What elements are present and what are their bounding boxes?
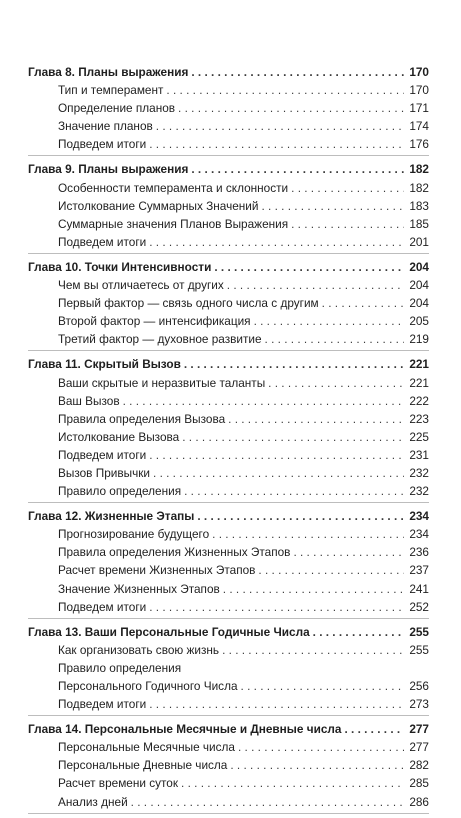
chapter-title: Глава 12. Жизненные Этапы [28, 509, 195, 524]
toc-entry[interactable] [28, 215, 429, 233]
entry-page-number: 171 [409, 101, 429, 116]
leader-dots [178, 99, 404, 117]
entry-title: Правила определения Вызова [58, 411, 226, 426]
leader-dots [241, 677, 404, 695]
toc-entry[interactable] [28, 312, 429, 330]
leader-dots [268, 374, 404, 392]
chapter-heading[interactable] [28, 63, 429, 81]
entry-title: Первый фактор — связь одного числа с другим [58, 296, 319, 311]
toc-entry[interactable] [28, 446, 429, 464]
chapter-block [28, 63, 429, 156]
leader-dots [344, 720, 404, 738]
toc-entry[interactable] [28, 482, 429, 500]
entry-title: Особенности темперамента и склонности [58, 180, 289, 195]
leader-dots [254, 312, 404, 330]
leader-dots [291, 215, 404, 233]
entry-title: Как организовать свою жизнь [58, 642, 220, 657]
entry-page-number: 204 [409, 296, 429, 311]
leader-dots [228, 410, 404, 428]
chapter-block [28, 258, 429, 351]
chapter-block [28, 355, 429, 503]
toc-entry[interactable] [28, 117, 429, 135]
toc-entry[interactable] [28, 135, 429, 153]
chapter-separator [28, 618, 429, 619]
entry-page-number: 286 [409, 794, 429, 809]
toc-entry[interactable] [28, 598, 429, 616]
chapter-heading[interactable] [28, 160, 429, 178]
entry-title: Третий фактор — духовное развитие [58, 332, 262, 347]
entry-page-number: 234 [409, 527, 429, 542]
toc-entry[interactable] [28, 233, 429, 251]
chapter-block [28, 623, 429, 716]
leader-dots [293, 543, 404, 561]
leader-dots [156, 117, 404, 135]
entry-title: Подведем итоги [58, 447, 147, 462]
entry-page-number: 204 [409, 278, 429, 293]
leader-dots [230, 756, 404, 774]
entry-page-number: 182 [409, 180, 429, 195]
toc-entry[interactable] [28, 774, 429, 792]
entry-title: Ваш Вызов [58, 393, 120, 408]
entry-title: Подведем итоги [58, 234, 147, 249]
entry-title: Персональные Дневные числа [58, 758, 228, 773]
chapter-block [28, 507, 429, 619]
chapter-heading[interactable] [28, 258, 429, 276]
toc-entry[interactable] [28, 793, 429, 811]
leader-dots [265, 330, 404, 348]
chapter-title: Глава 13. Ваши Персональные Годичные Числа [28, 624, 310, 639]
chapter-title: Глава 14. Персональные Месячные и Дневные числа [28, 722, 342, 737]
chapter-heading[interactable] [28, 507, 429, 525]
chapter-page-number: 182 [409, 162, 429, 177]
entry-page-number: 231 [409, 447, 429, 462]
entry-page-number: 221 [409, 375, 429, 390]
leader-dots [184, 355, 404, 373]
entry-title: Ваши скрытые и неразвитые таланты [58, 375, 266, 390]
leader-dots [149, 135, 404, 153]
entry-page-number: 176 [409, 137, 429, 152]
toc-entry[interactable] [28, 561, 429, 579]
entry-page-number: 170 [409, 83, 429, 98]
leader-dots [313, 623, 404, 641]
leader-dots [153, 464, 404, 482]
entry-title: Подведем итоги [58, 137, 147, 152]
entry-page-number: 225 [409, 429, 429, 444]
entry-page-number: 201 [409, 234, 429, 249]
entry-page-number: 205 [409, 314, 429, 329]
toc-entry[interactable] [28, 543, 429, 561]
entry-page-number: 222 [409, 393, 429, 408]
entry-title: Подведем итоги [58, 697, 147, 712]
chapter-page-number: 234 [409, 509, 429, 524]
entry-title: Прогнозирование будущего [58, 527, 210, 542]
entry-title: Персональные Месячные числа [58, 740, 235, 755]
leader-dots [238, 738, 404, 756]
leader-dots [131, 793, 404, 811]
toc-entry[interactable] [28, 756, 429, 774]
entry-page-number: 282 [409, 758, 429, 773]
chapter-separator [28, 715, 429, 716]
entry-title: Правило определения [58, 660, 182, 675]
entry-page-number: 223 [409, 411, 429, 426]
leader-dots [261, 197, 404, 215]
entry-title: Суммарные значения Планов Выражения [58, 216, 289, 231]
chapter-heading[interactable] [28, 720, 429, 738]
toc-entry[interactable] [28, 374, 429, 392]
entry-title: Правила определения Жизненных Этапов [58, 545, 291, 560]
toc-entry[interactable] [28, 641, 429, 659]
toc-entry[interactable] [28, 179, 429, 197]
entry-title: Чем вы отличаетесь от других [58, 278, 224, 293]
chapter-heading[interactable] [28, 623, 429, 641]
chapter-separator [28, 502, 429, 503]
toc-entry[interactable] [28, 695, 429, 713]
chapter-page-number: 170 [409, 65, 429, 79]
leader-dots [123, 392, 404, 410]
entry-page-number: 255 [409, 642, 429, 657]
toc-entry[interactable] [28, 197, 429, 215]
leader-dots [197, 507, 404, 525]
chapter-heading[interactable] [28, 355, 429, 373]
leader-dots [191, 160, 404, 178]
toc-entry[interactable] [28, 330, 429, 348]
chapter-page-number: 221 [409, 357, 429, 372]
entry-page-number: 219 [409, 332, 429, 347]
leader-dots [149, 446, 404, 464]
toc-entry[interactable] [28, 428, 429, 446]
toc-entry[interactable] [28, 738, 429, 756]
leader-dots [184, 482, 404, 500]
entry-title: Вызов Привычки [58, 465, 151, 480]
chapter-title: Глава 10. Точки Интенсивности [28, 259, 212, 274]
chapter-separator [28, 155, 429, 156]
toc-entry[interactable] [28, 580, 429, 598]
entry-page-number: 174 [409, 119, 429, 134]
entry-title: Расчет времени суток [58, 776, 179, 791]
entry-page-number: 236 [409, 545, 429, 560]
entry-page-number: 232 [409, 465, 429, 480]
entry-title: Персонального Годичного Числа [58, 679, 238, 693]
toc-entry[interactable] [28, 81, 429, 99]
leader-dots [291, 179, 404, 197]
entry-page-number: 241 [409, 581, 429, 596]
toc-entry[interactable] [28, 464, 429, 482]
entry-page-number: 256 [409, 679, 429, 693]
chapter-separator [28, 253, 429, 254]
entry-page-number: 273 [409, 697, 429, 712]
chapter-block [28, 720, 429, 813]
chapter-page-number: 277 [409, 722, 429, 737]
entry-title: Тип и темперамент [58, 83, 164, 98]
leader-dots [166, 81, 404, 99]
toc-entry[interactable] [28, 99, 429, 117]
chapter-page-number: 255 [409, 624, 429, 639]
chapter-separator [28, 350, 429, 351]
entry-page-number: 183 [409, 198, 429, 213]
leader-dots [322, 294, 404, 312]
chapter-separator [28, 813, 429, 814]
toc-entry[interactable] [28, 677, 429, 695]
leader-dots [182, 428, 404, 446]
entry-page-number: 252 [409, 599, 429, 614]
toc-entry[interactable] [28, 659, 429, 677]
chapter-title: Глава 8. Планы выражения [28, 65, 189, 79]
entry-page-number: 285 [409, 776, 429, 791]
leader-dots [227, 276, 404, 294]
toc-entry[interactable] [28, 392, 429, 410]
entry-title: Значение планов [58, 119, 153, 134]
entry-title: Подведем итоги [58, 599, 147, 614]
chapter-title: Глава 11. Скрытый Вызов [28, 357, 181, 372]
leader-dots [212, 525, 404, 543]
leader-dots [181, 774, 404, 792]
entry-title: Расчет времени Жизненных Этапов [58, 563, 256, 578]
entry-page-number: 277 [409, 740, 429, 755]
leader-dots [149, 598, 404, 616]
chapter-block [28, 160, 429, 253]
table-of-contents [28, 63, 429, 818]
chapter-page-number: 204 [409, 259, 429, 274]
toc-entry[interactable] [28, 410, 429, 428]
entry-title: Определение планов [58, 101, 176, 116]
leader-dots [191, 63, 404, 81]
leader-dots [222, 641, 404, 659]
leader-dots [223, 580, 404, 598]
leader-dots [149, 233, 404, 251]
entry-title: Истолкование Вызова [58, 429, 180, 444]
toc-entry[interactable] [28, 525, 429, 543]
entry-page-number: 232 [409, 484, 429, 499]
leader-dots [214, 258, 404, 276]
toc-entry[interactable] [28, 276, 429, 294]
leader-dots [258, 561, 404, 579]
entry-page-number: 185 [409, 216, 429, 231]
entry-title: Второй фактор — интенсификация [58, 314, 251, 329]
entry-title: Правило определения [58, 484, 182, 499]
entry-title: Истолкование Суммарных Значений [58, 198, 259, 213]
leader-dots [149, 695, 404, 713]
entry-title: Анализ дней [58, 794, 128, 809]
entry-title: Значение Жизненных Этапов [58, 581, 220, 596]
entry-page-number: 237 [409, 563, 429, 578]
chapter-title: Глава 9. Планы выражения [28, 162, 189, 177]
toc-entry[interactable] [28, 294, 429, 312]
